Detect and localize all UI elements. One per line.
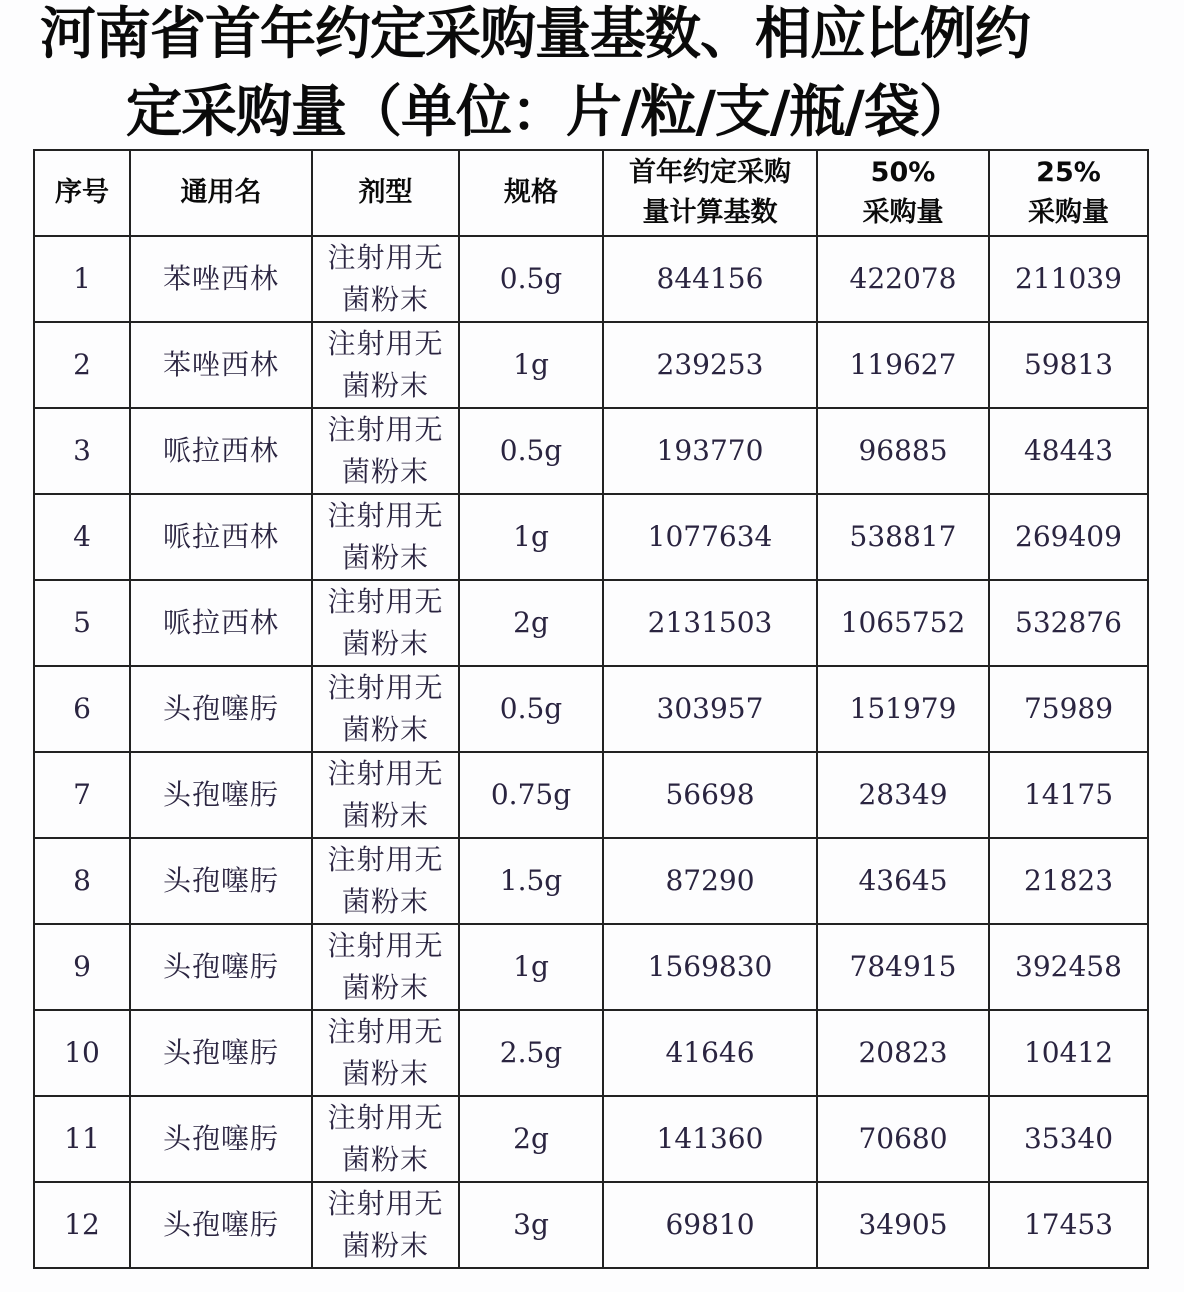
header-base <box>603 150 817 236</box>
header-p50-line2: 采购量 <box>862 197 944 228</box>
cell-base: 1569830 <box>603 924 817 1010</box>
cell-p25: 10412 <box>989 1010 1148 1096</box>
cell-form-line2: 菌粉末 <box>341 369 429 402</box>
cell-name: 头孢噻肟 <box>130 752 312 838</box>
header-p25-line2: 采购量 <box>1028 197 1109 228</box>
cell-form-line1: 注射用无 <box>327 1187 444 1220</box>
table-row <box>34 408 1148 494</box>
cell-base: 69810 <box>603 1182 817 1268</box>
cell-p25: 532876 <box>989 580 1148 666</box>
cell-form <box>312 408 459 494</box>
cell-base: 303957 <box>603 666 817 752</box>
cell-form-line1: 注射用无 <box>327 671 444 704</box>
cell-p50: 43645 <box>817 838 989 924</box>
cell-seq: 3 <box>34 408 130 494</box>
title-line-1: 河南省首年约定采购量基数、相应比例约 <box>40 2 1030 67</box>
cell-seq: 6 <box>34 666 130 752</box>
table-header <box>34 150 1148 236</box>
cell-spec: 1g <box>459 924 603 1010</box>
cell-seq: 5 <box>34 580 130 666</box>
cell-p50: 119627 <box>817 322 989 408</box>
cell-base: 239253 <box>603 322 817 408</box>
table-row <box>34 580 1148 666</box>
table-row <box>34 322 1148 408</box>
header-p50 <box>817 150 989 236</box>
cell-seq: 12 <box>34 1182 130 1268</box>
cell-form <box>312 1096 459 1182</box>
cell-form-line2: 菌粉末 <box>341 283 429 316</box>
title-line-2: 定采购量（单位：片/粒/支/瓶/袋） <box>126 80 974 145</box>
header-name: 通用名 <box>130 150 312 236</box>
cell-p25: 211039 <box>989 236 1148 322</box>
cell-name: 头孢噻肟 <box>130 1010 312 1096</box>
header-p25 <box>989 150 1148 236</box>
cell-p25: 269409 <box>989 494 1148 580</box>
cell-form-line1: 注射用无 <box>327 585 444 618</box>
cell-form <box>312 580 459 666</box>
cell-p50: 96885 <box>817 408 989 494</box>
cell-form-line2: 菌粉末 <box>341 1057 429 1090</box>
cell-form-line1: 注射用无 <box>327 1015 444 1048</box>
cell-form <box>312 752 459 838</box>
cell-spec: 0.75g <box>459 752 603 838</box>
cell-form-line1: 注射用无 <box>327 499 444 532</box>
cell-form <box>312 924 459 1010</box>
header-form: 剂型 <box>312 150 459 236</box>
cell-name: 头孢噻肟 <box>130 838 312 924</box>
table-row <box>34 1010 1148 1096</box>
cell-spec: 2g <box>459 1096 603 1182</box>
cell-p25: 35340 <box>989 1096 1148 1182</box>
cell-base: 844156 <box>603 236 817 322</box>
cell-base: 41646 <box>603 1010 817 1096</box>
header-base-line2: 量计算基数 <box>642 197 778 228</box>
cell-form <box>312 1182 459 1268</box>
cell-seq: 7 <box>34 752 130 838</box>
cell-p50: 34905 <box>817 1182 989 1268</box>
cell-name: 头孢噻肟 <box>130 666 312 752</box>
cell-form-line2: 菌粉末 <box>341 541 429 574</box>
cell-seq: 9 <box>34 924 130 1010</box>
cell-seq: 11 <box>34 1096 130 1182</box>
cell-base: 87290 <box>603 838 817 924</box>
cell-form-line1: 注射用无 <box>327 757 444 790</box>
procurement-table <box>33 149 1149 1269</box>
cell-spec: 0.5g <box>459 236 603 322</box>
cell-seq: 10 <box>34 1010 130 1096</box>
cell-form <box>312 494 459 580</box>
cell-form-line1: 注射用无 <box>327 1101 444 1134</box>
cell-form-line1: 注射用无 <box>327 241 444 274</box>
cell-form <box>312 1010 459 1096</box>
cell-form-line2: 菌粉末 <box>341 1229 429 1262</box>
cell-form-line1: 注射用无 <box>327 327 444 360</box>
table-row <box>34 752 1148 838</box>
cell-form <box>312 666 459 752</box>
cell-p50: 1065752 <box>817 580 989 666</box>
cell-spec: 0.5g <box>459 666 603 752</box>
cell-spec: 1g <box>459 494 603 580</box>
table-row <box>34 236 1148 322</box>
cell-form-line2: 菌粉末 <box>341 971 429 1004</box>
cell-p50: 151979 <box>817 666 989 752</box>
cell-base: 1077634 <box>603 494 817 580</box>
cell-p25: 17453 <box>989 1182 1148 1268</box>
cell-name: 哌拉西林 <box>130 580 312 666</box>
cell-p50: 70680 <box>817 1096 989 1182</box>
cell-spec: 3g <box>459 1182 603 1268</box>
cell-p25: 75989 <box>989 666 1148 752</box>
cell-base: 141360 <box>603 1096 817 1182</box>
cell-p25: 21823 <box>989 838 1148 924</box>
cell-p25: 59813 <box>989 322 1148 408</box>
cell-base: 56698 <box>603 752 817 838</box>
cell-form-line2: 菌粉末 <box>341 885 429 918</box>
table-row <box>34 666 1148 752</box>
cell-name: 头孢噻肟 <box>130 1096 312 1182</box>
cell-seq: 4 <box>34 494 130 580</box>
cell-form <box>312 322 459 408</box>
cell-name: 头孢噻肟 <box>130 1182 312 1268</box>
cell-base: 193770 <box>603 408 817 494</box>
cell-form-line2: 菌粉末 <box>341 627 429 660</box>
header-seq: 序号 <box>34 150 130 236</box>
cell-form-line1: 注射用无 <box>327 843 444 876</box>
cell-form <box>312 838 459 924</box>
cell-form-line1: 注射用无 <box>327 413 444 446</box>
cell-base: 2131503 <box>603 580 817 666</box>
table-row <box>34 1182 1148 1268</box>
cell-seq: 1 <box>34 236 130 322</box>
table-row <box>34 494 1148 580</box>
cell-spec: 0.5g <box>459 408 603 494</box>
cell-spec: 1g <box>459 322 603 408</box>
cell-p25: 392458 <box>989 924 1148 1010</box>
header-p50-line1: 50% <box>870 157 936 188</box>
header-p25-line1: 25% <box>1036 157 1101 188</box>
table-row <box>34 838 1148 924</box>
cell-form-line2: 菌粉末 <box>341 455 429 488</box>
cell-p25: 48443 <box>989 408 1148 494</box>
header-row <box>34 150 1148 236</box>
cell-spec: 2g <box>459 580 603 666</box>
cell-seq: 8 <box>34 838 130 924</box>
cell-form-line2: 菌粉末 <box>341 799 429 832</box>
cell-form-line1: 注射用无 <box>327 929 444 962</box>
cell-name: 苯唑西林 <box>130 236 312 322</box>
cell-form-line2: 菌粉末 <box>341 1143 429 1176</box>
cell-form <box>312 236 459 322</box>
cell-spec: 1.5g <box>459 838 603 924</box>
cell-form-line2: 菌粉末 <box>341 713 429 746</box>
cell-p50: 538817 <box>817 494 989 580</box>
cell-p50: 20823 <box>817 1010 989 1096</box>
cell-name: 哌拉西林 <box>130 494 312 580</box>
cell-spec: 2.5g <box>459 1010 603 1096</box>
cell-p25: 14175 <box>989 752 1148 838</box>
cell-name: 苯唑西林 <box>130 322 312 408</box>
cell-seq: 2 <box>34 322 130 408</box>
cell-name: 哌拉西林 <box>130 408 312 494</box>
cell-p50: 422078 <box>817 236 989 322</box>
cell-p50: 784915 <box>817 924 989 1010</box>
table-row <box>34 924 1148 1010</box>
header-spec: 规格 <box>459 150 603 236</box>
header-base-line1: 首年约定采购 <box>629 157 791 188</box>
cell-p50: 28349 <box>817 752 989 838</box>
table-row <box>34 1096 1148 1182</box>
table-body <box>34 236 1148 1268</box>
cell-name: 头孢噻肟 <box>130 924 312 1010</box>
